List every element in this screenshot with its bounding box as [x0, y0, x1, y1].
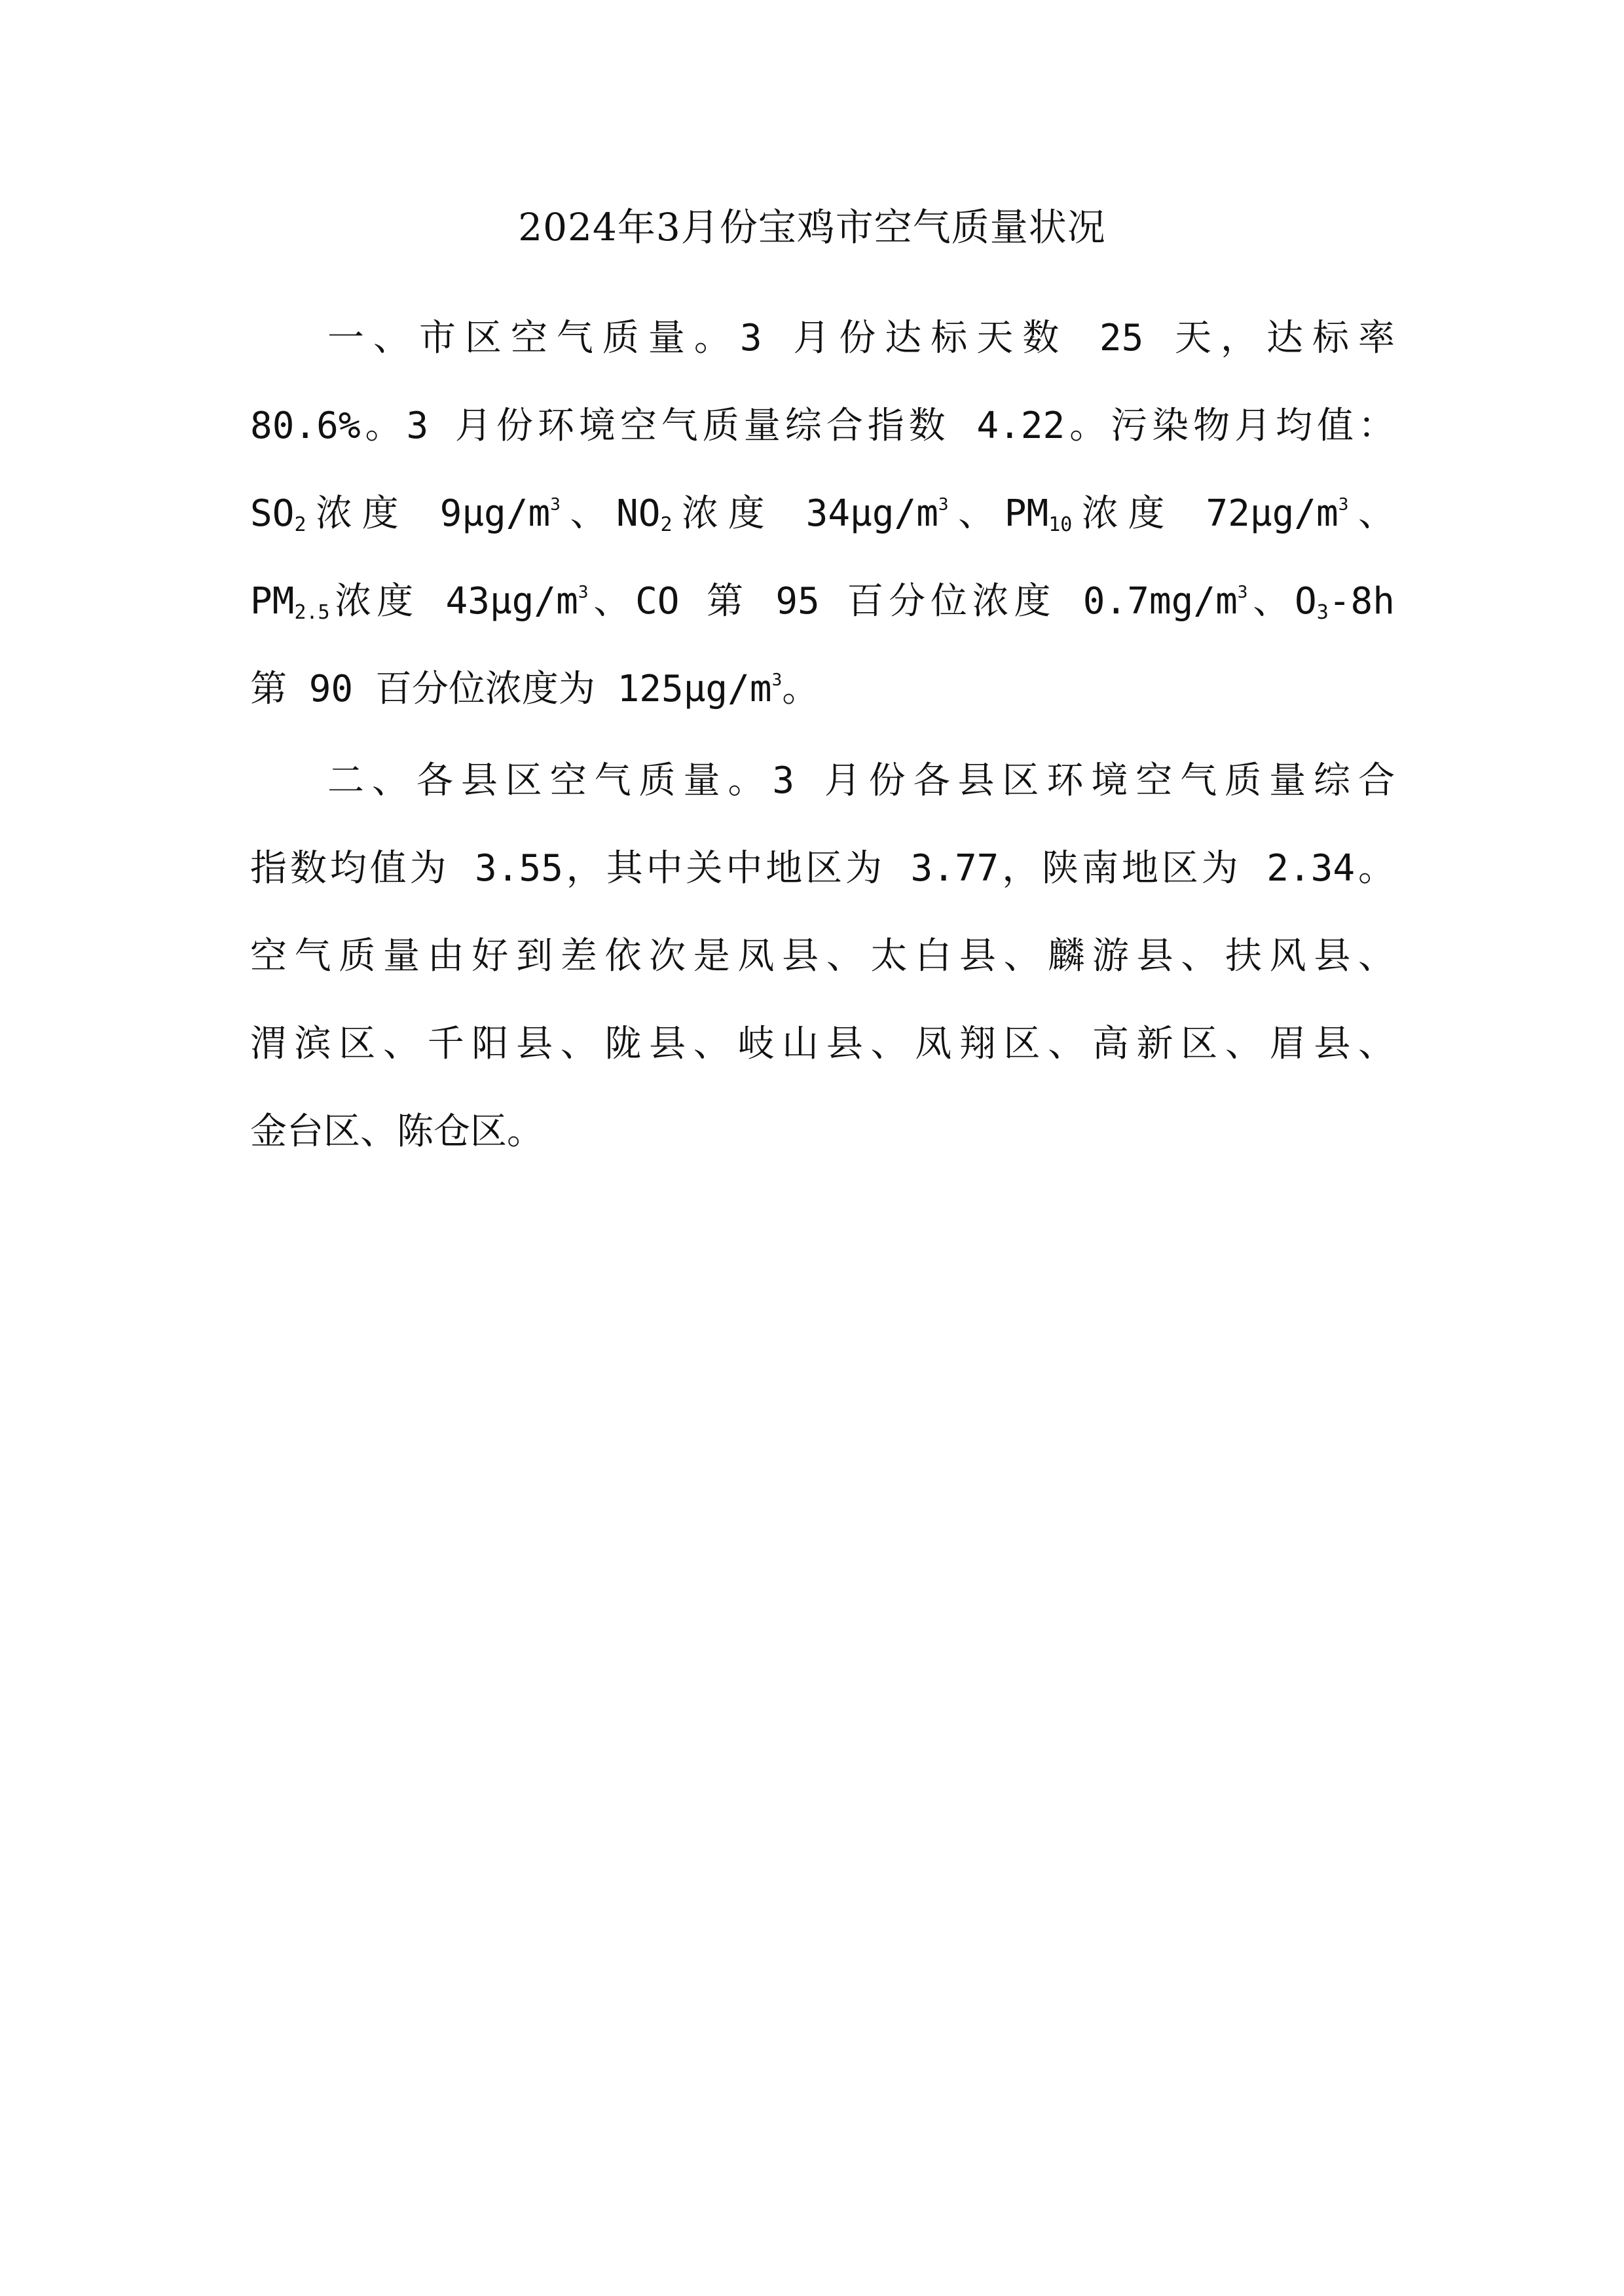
- o3-label: 、$O_3-8h$: [1247, 580, 1395, 624]
- paragraph-line: $SO_2$浓度 $9\mu g/m^3$、$NO_2$浓度 $34\mu g/m^3$、$PM_{10}$浓度 $72\mu g/m^3$、: [250, 492, 1395, 536]
- pm25-value: 浓度 $43\mu g/m^3$: [329, 580, 589, 623]
- paragraph-line: 空气质量由好到差依次是凤县、太白县、麟游县、扶风县、: [250, 935, 1395, 977]
- paragraph-line: 指数均值为 3.55，其中关中地区为 3.77，陕南地区为 2.34。: [250, 847, 1395, 890]
- paragraph-line: 第 90 百分位浓度为 $125\mu g/m^3$。: [250, 668, 819, 710]
- pm10-value: 浓度 $72\mu g/m^3$: [1072, 492, 1349, 535]
- paragraph-line: 渭滨区、千阳县、陇县、岐山县、凤翔区、高新区、眉县、: [250, 1023, 1395, 1065]
- paragraph-line: 金台区、陈仓区。: [250, 1110, 544, 1153]
- co-value: 、CO 第 95 百分位浓度 $0.7mg/m^3$: [588, 580, 1248, 623]
- so2-label: $SO_2$: [250, 492, 306, 536]
- pm10-label: 、$PM_{10}$: [948, 492, 1073, 536]
- paragraph-line: 一、市区空气质量。3 月份达标天数 25 天，达标率: [327, 317, 1395, 359]
- no2-value: 浓度 $34\mu g/m^3$: [672, 492, 949, 535]
- so2-value: 浓度 $9\mu g/m^3$: [306, 492, 561, 535]
- o3-value: 第 90 百分位浓度为 $125\mu g/m^3$: [250, 668, 783, 710]
- paragraph-line: 80.6%。3 月份环境空气质量综合指数 4.22。污染物月均值：: [250, 405, 1395, 447]
- paragraph-line: 二、各县区空气质量。3 月份各县区环境空气质量综合: [327, 759, 1395, 802]
- pm25-label: $PM_{2.5}$: [250, 580, 330, 624]
- paragraph-line: [250, 558, 1395, 646]
- document-title: 2024年3月份宝鸡市空气质量状况: [518, 205, 1106, 249]
- no2-label: 、$NO_2$: [560, 492, 673, 536]
- paragraph-city-air-quality: [250, 295, 1395, 733]
- paragraph-county-air-quality: [250, 737, 1395, 1176]
